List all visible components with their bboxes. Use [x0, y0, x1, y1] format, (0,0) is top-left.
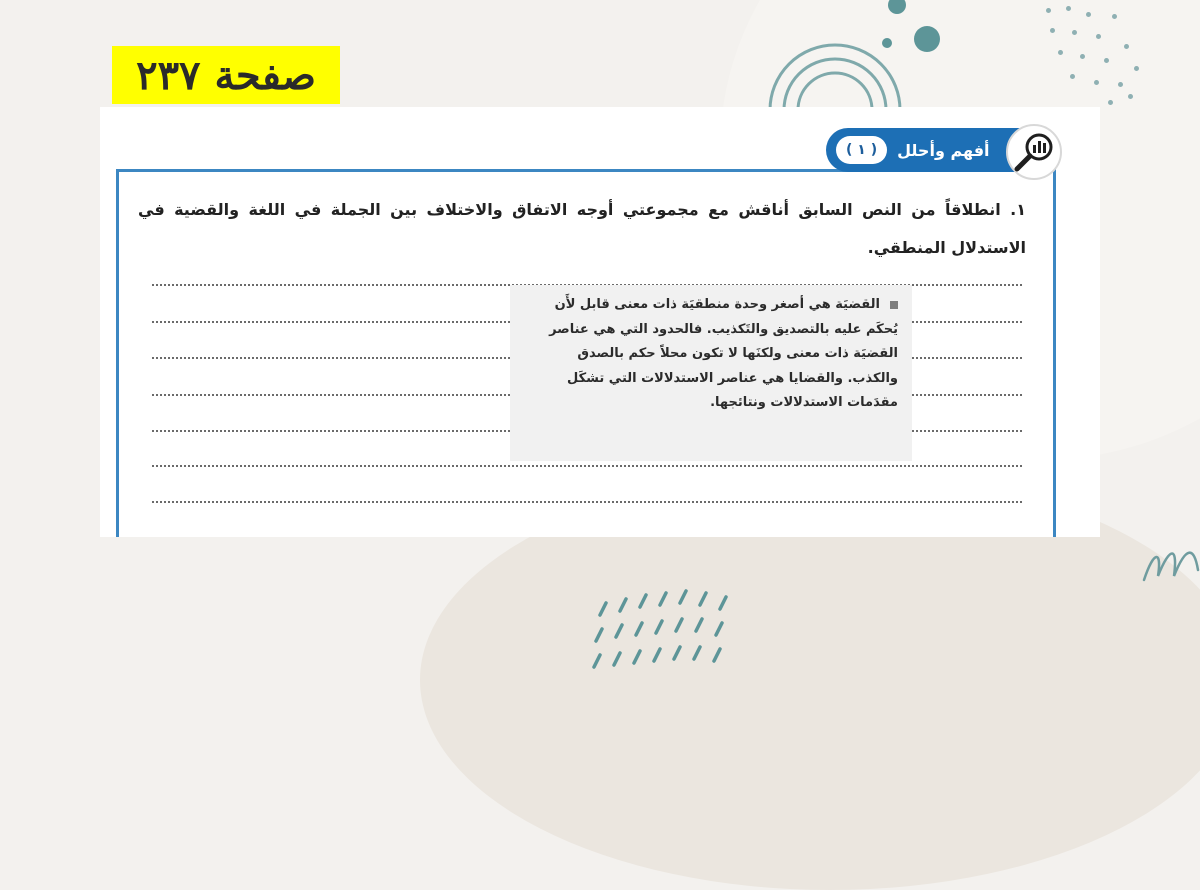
question-number: ١. [1010, 200, 1027, 219]
answer-line [152, 501, 1022, 503]
teal-dot-large [914, 26, 940, 52]
section-title: أفهم وأحلل [897, 140, 990, 160]
definition-note [510, 285, 912, 461]
answer-line [152, 465, 1022, 467]
question-text [138, 191, 1026, 267]
rainbow-arc-decoration [760, 40, 910, 110]
section-heading [826, 128, 1024, 172]
dash-pattern-decoration [590, 585, 740, 675]
textbook-excerpt [100, 107, 1100, 537]
bullet-icon [890, 301, 898, 309]
section-number: ( ١ ) [836, 136, 887, 164]
page-number-label: صفحة ٢٣٧ [112, 46, 340, 104]
squiggle-decoration [1140, 540, 1200, 590]
teal-dot-small [882, 38, 892, 48]
question-body: انطلاقاً من النص السابق أناقش مع مجموعتي أوجه الاتفاق والاختلاف بين الجملة في اللغة والقضية في الاستدلال المنطقي. [138, 200, 1026, 257]
magnifier-chart-icon [1005, 123, 1063, 181]
note-text: القضيَة هي أصغر وحدة منطقيَة ذات معنى قابل لأَن يُحكَم عليه بالتصديق والتَكذيب. فالحدود التي هي عناصر القضيَة ذات معنى ولكنَها لا تكون محلاً حكم بالصدق والكذب. والقضايا هي عناصر الاستدلالات التي تشكَل مقدَمات الاستدلالات ونتائجها. [549, 297, 898, 410]
